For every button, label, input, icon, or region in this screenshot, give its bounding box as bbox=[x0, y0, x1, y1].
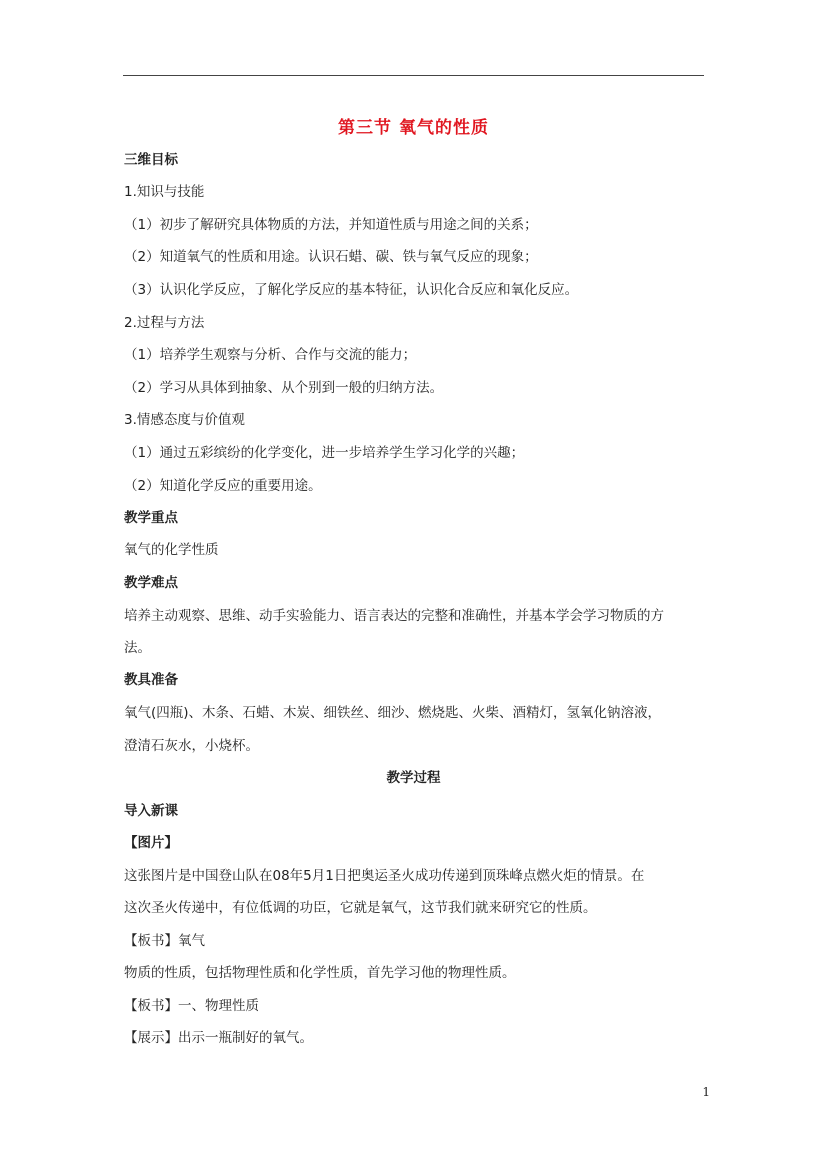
heading-objectives: 三维目标 bbox=[124, 152, 178, 168]
paragraph: 这次圣火传递中，有位低调的功臣，它就是氧气，这节我们就来研究它的性质。 bbox=[124, 900, 597, 916]
paragraph: 这张图片是中国登山队在08年5月1日把奥运圣火成功传递到顶珠峰点燃火炬的情景。在 bbox=[124, 868, 645, 884]
paragraph: （1）培养学生观察与分析、合作与交流的能力； bbox=[124, 347, 417, 363]
heading-teaching-process: 教学过程 bbox=[386, 770, 441, 786]
heading-key-points: 教学重点 bbox=[124, 510, 178, 526]
paragraph: 【板书】一、物理性质 bbox=[124, 998, 259, 1014]
subheading-attitude: 3.情感态度与价值观 bbox=[124, 412, 245, 428]
paragraph: （2）学习从具体到抽象、从个别到一般的归纳方法。 bbox=[124, 380, 444, 396]
paragraph: 澄清石灰水，小烧杯。 bbox=[124, 738, 259, 754]
subheading-knowledge: 1.知识与技能 bbox=[124, 184, 205, 200]
page-number: 1 bbox=[702, 1085, 710, 1099]
paragraph: （1）初步了解研究具体物质的方法，并知道性质与用途之间的关系； bbox=[124, 217, 538, 233]
heading-materials: 教具准备 bbox=[124, 672, 178, 688]
paragraph: 氧气的化学性质 bbox=[124, 542, 219, 558]
paragraph: 氧气(四瓶)、木条、石蜡、木炭、细铁丝、细沙、燃烧匙、火柴、酒精灯，氢氧化钠溶液， bbox=[124, 705, 662, 721]
header-rule bbox=[123, 75, 704, 76]
paragraph: 【展示】出示一瓶制好的氧气。 bbox=[124, 1030, 313, 1046]
paragraph: 物质的性质，包括物理性质和化学性质，首先学习他的物理性质。 bbox=[124, 965, 516, 981]
paragraph: （2）知道化学反应的重要用途。 bbox=[124, 478, 322, 494]
document-title: 第三节 氧气的性质 bbox=[338, 118, 489, 138]
heading-introduction: 导入新课 bbox=[124, 803, 178, 819]
paragraph: （1）通过五彩缤纷的化学变化，进一步培养学生学习化学的兴趣； bbox=[124, 445, 525, 461]
subheading-process: 2.过程与方法 bbox=[124, 315, 205, 331]
paragraph: 法。 bbox=[124, 640, 151, 656]
label-picture: 【图片】 bbox=[124, 835, 178, 851]
paragraph: （3）认识化学反应，了解化学反应的基本特征，认识化合反应和氧化反应。 bbox=[124, 282, 579, 298]
paragraph: 【板书】氧气 bbox=[124, 933, 205, 949]
paragraph: 培养主动观察、思维、动手实验能力、语言表达的完整和准确性，并基本学会学习物质的方 bbox=[124, 608, 664, 624]
paragraph: （2）知道氧气的性质和用途。认识石蜡、碳、铁与氧气反应的现象； bbox=[124, 249, 538, 265]
heading-difficulties: 教学难点 bbox=[124, 575, 178, 591]
